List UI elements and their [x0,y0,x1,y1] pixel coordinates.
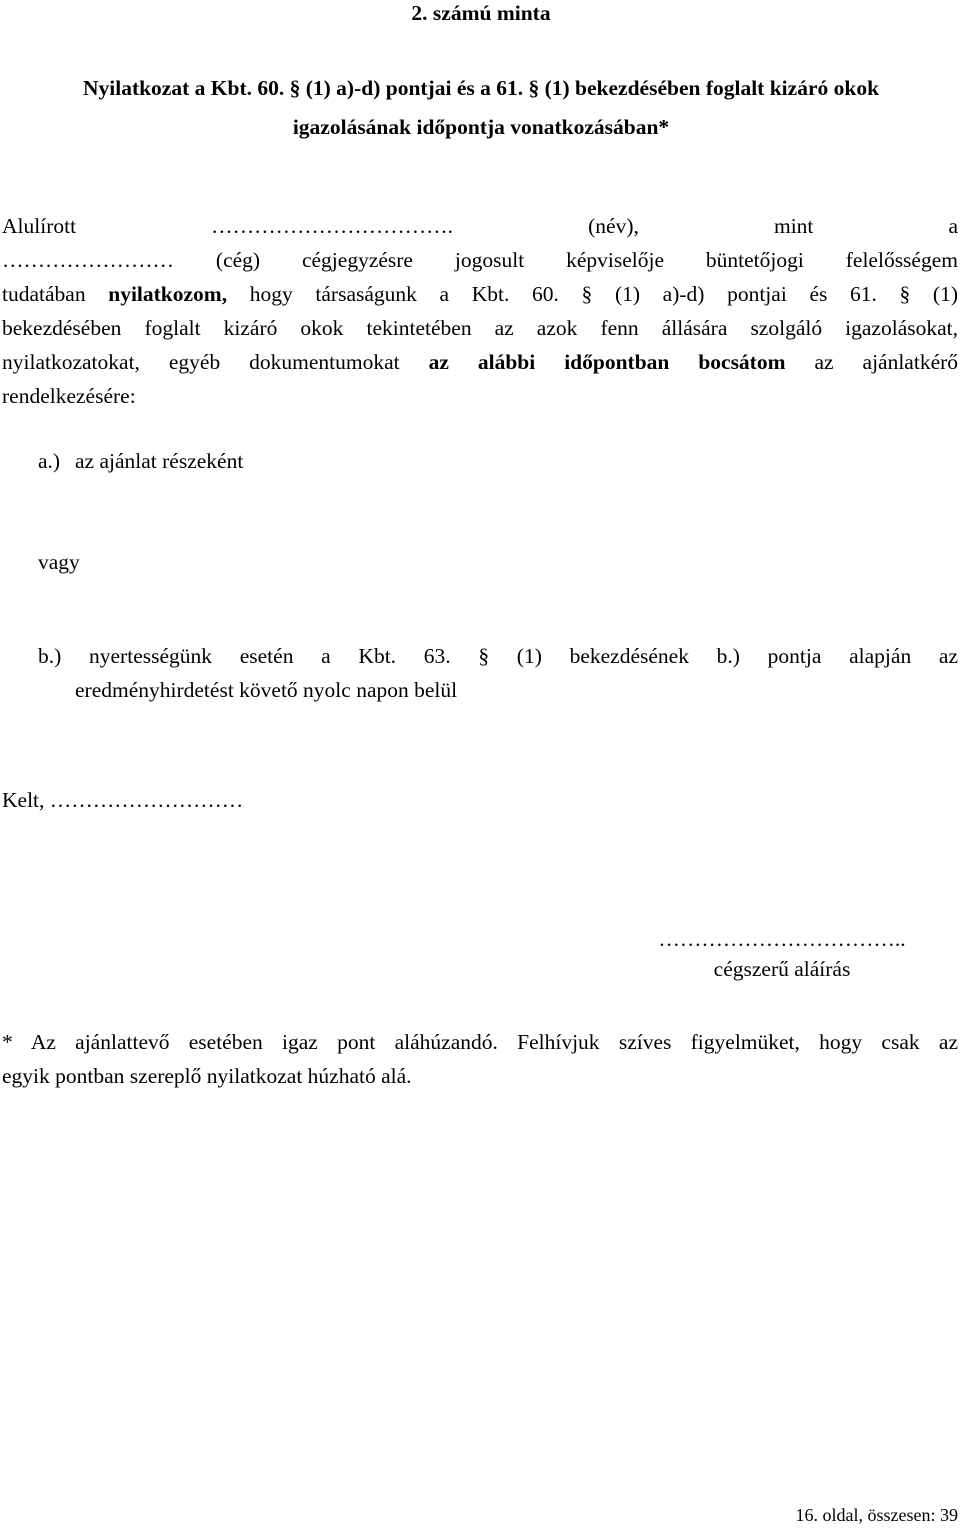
option-a-text: az ajánlat részeként [75,449,244,473]
option-b [38,639,958,707]
footnote-line-2: egyik pontban szereplő nyilatkozat húzható alá. [2,1064,412,1088]
footnote [2,1025,958,1093]
nyilatkozom-bold: nyilatkozom, [108,282,228,306]
time-bold: az alábbi időpontban bocsátom [428,350,786,374]
declaration-paragraph [2,209,958,413]
page-number: 16. oldal, összesen: 39 [795,1505,958,1525]
option-b-line-1: b.) nyertességünk esetén a Kbt. 63. § (1) bekezdésének b.) pontja alapján az [38,644,958,668]
heading-line-2: igazolásának időpontja vonatkozásában* [292,115,670,139]
para-line-5: nyilatkozatokat, egyéb dokumentumokat az alábbi időpontban bocsátom az ajánlatkérő [2,350,959,374]
heading-line-1: Nyilatkozat a Kbt. 60. § (1) a)-d) pontjai és a 61. § (1) bekezdésében foglalt kizáró okok [82,76,880,100]
option-a-letter: a.) [38,449,61,473]
option-a [38,444,960,478]
option-b-letter: b.) [38,644,62,668]
or-label: vagy [38,550,80,574]
footnote-line-1: * Az ajánlattevő esetében igaz pont aláhúzandó. Felhívjuk szíves figyelmüket, hogy csak az [2,1030,958,1054]
place-date: Kelt, ……………………… [2,788,244,812]
name-blank: ……………………………. [211,214,454,238]
para-line-3: tudatában nyilatkozom, hogy társaságunk a Kbt. 60. § (1) a)-d) pontjai és 61. § (1) [2,282,959,306]
para-line-4: bekezdésében foglalt kizáró okok tekintetében az azok fenn állására szolgáló igazolásokat, [2,316,958,340]
signature-line: …………………………….. [658,927,906,951]
signature-label: cégszerű aláírás [713,957,851,981]
sample-label [2,0,960,30]
option-b-line-2: eredményhirdetést követő nyolc napon belül [75,678,458,702]
para-line-1: Alulírott ……………………………. (név), mint a [2,214,959,238]
para-line-6: rendelkezésére: [2,384,136,408]
para-line-2: …………………… (cég) cégjegyzésre jogosult képviselője büntetőjogi felelősségem [2,248,958,272]
document-heading [2,69,960,147]
sample-label-text: 2. számú minta [411,1,551,25]
